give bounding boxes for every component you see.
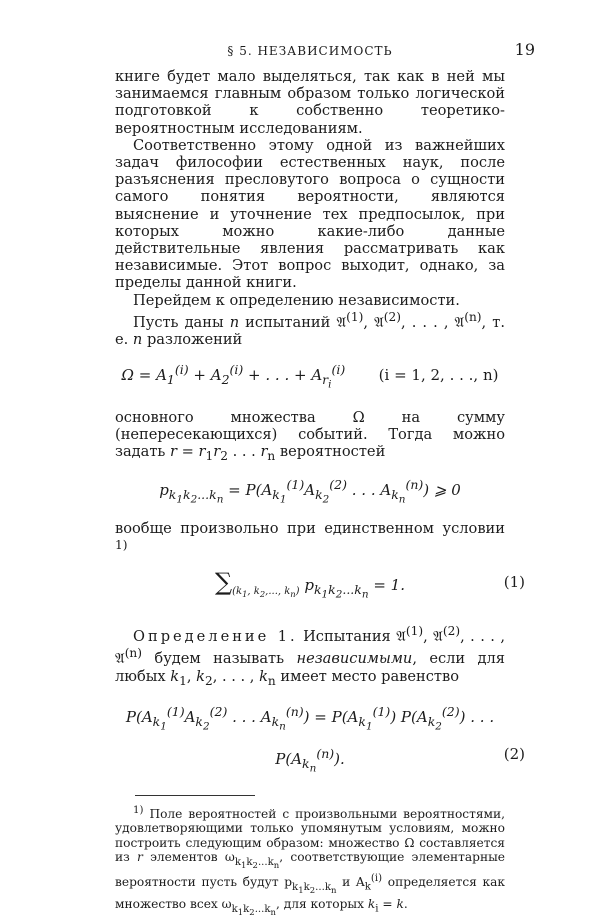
formula-decomposition: $\Omega = A_1^{(i)} + A_2^{(i)}$ + . . . + $A_{r_i}^{(i)}$ (i = 1, 2, . . ., n) bbox=[121, 362, 499, 391]
paragraph-1: книге будет мало выделяться, так как в ней мы занимаемся главным образом только логической подготовкой к собственно теоретико-вероятностным исследованиям. bbox=[115, 68, 505, 137]
term-independent: независимыми bbox=[296, 650, 413, 668]
paragraph-4: Пусть даны n испытаний 𝔄$^{(1)}$, 𝔄$^{(2)}$, . . . , 𝔄$^{(n)}$, т. е. n разложений bbox=[115, 309, 505, 348]
footnote-marker: 1) bbox=[115, 537, 128, 552]
definition-label: Определение 1. bbox=[133, 628, 298, 646]
running-header bbox=[115, 40, 535, 68]
equation-1-number: (1) bbox=[503, 572, 525, 591]
page-number: 19 bbox=[514, 40, 535, 59]
footnote-divider bbox=[135, 795, 255, 796]
paragraph-5: основного множества Ω на сумму (непересекающихся) событий. Тогда можно задать $r = r_1r_2$ . . . $r_n$ вероятностей bbox=[115, 408, 505, 463]
running-title: § 5. НЕЗАВИСИМОСТЬ bbox=[227, 44, 393, 58]
paragraph-3: Перейдем к определению независимости. bbox=[133, 291, 460, 309]
paragraph-2: Соответственно этому одной из важнейших задач философии естественных наук, после разъяснения пресловутого вопроса о сущности самого понятия вероятности, являются выяснение и уточнение тех предпосылок, при которых можно какие-либо данные действительные явления рассматривать как независимые. Этот вопрос выходит, однако, за пределы данной книги. bbox=[115, 136, 505, 292]
formula-condition: (i = 1, 2, . . ., n) bbox=[378, 366, 499, 385]
equation-2-number: (2) bbox=[503, 745, 525, 764]
equation-2: $P(A_{k_1}^{(1)}A_{k_2}^{(2)}$ . . . $A_{k_n}^{(n)}) = P(A_{k_1}^{(1)})$ $P(A_{k_2}^{(2)})$ . . . $P(A_{k_n}^{(n)})$. (2) bbox=[125, 703, 525, 775]
definition-1: Определение 1. Испытания 𝔄$^{(1)}$, 𝔄$^{(2)}$, . . . , 𝔄$^{(n)}$ будем называть независимыми, если для любых $k_1$, $k_2$, . . . , $k_n$ имеет место равенство bbox=[115, 624, 506, 688]
footnote-text: $^{1)}$ Поле вероятностей с произвольными вероятностями, удовлетворяющими только упомянутым условиям, можно построить следующим образом: множество Ω составляется из r элементов $\omega_{k_1k_2...k_n}$, соответствующие элементарные вероятности пусть будут $p_{k_1k_2...k_n}$ и $A_k^{(i)}$ определяется как множество всех $\omega_{k_1k_2...k_n}$, для которых $k_i = k$. bbox=[115, 804, 506, 917]
paragraph-6: вообще произвольно при единственном условии $^{1)}$ bbox=[115, 519, 505, 552]
formula-probabilities: $p_{k_1k_2...k_n} = P(A_{k_1}^{(1)}A_{k_2}^{(2)}$ . . . $A_{k_n}^{(n)}$) ⩾ 0 bbox=[159, 477, 461, 506]
footnote bbox=[115, 804, 505, 919]
equation-1: $\sum_{(k_1, k_2,..., k_n)}$ $p_{k_1k_2...k_n} = 1$. (1) bbox=[115, 561, 505, 616]
